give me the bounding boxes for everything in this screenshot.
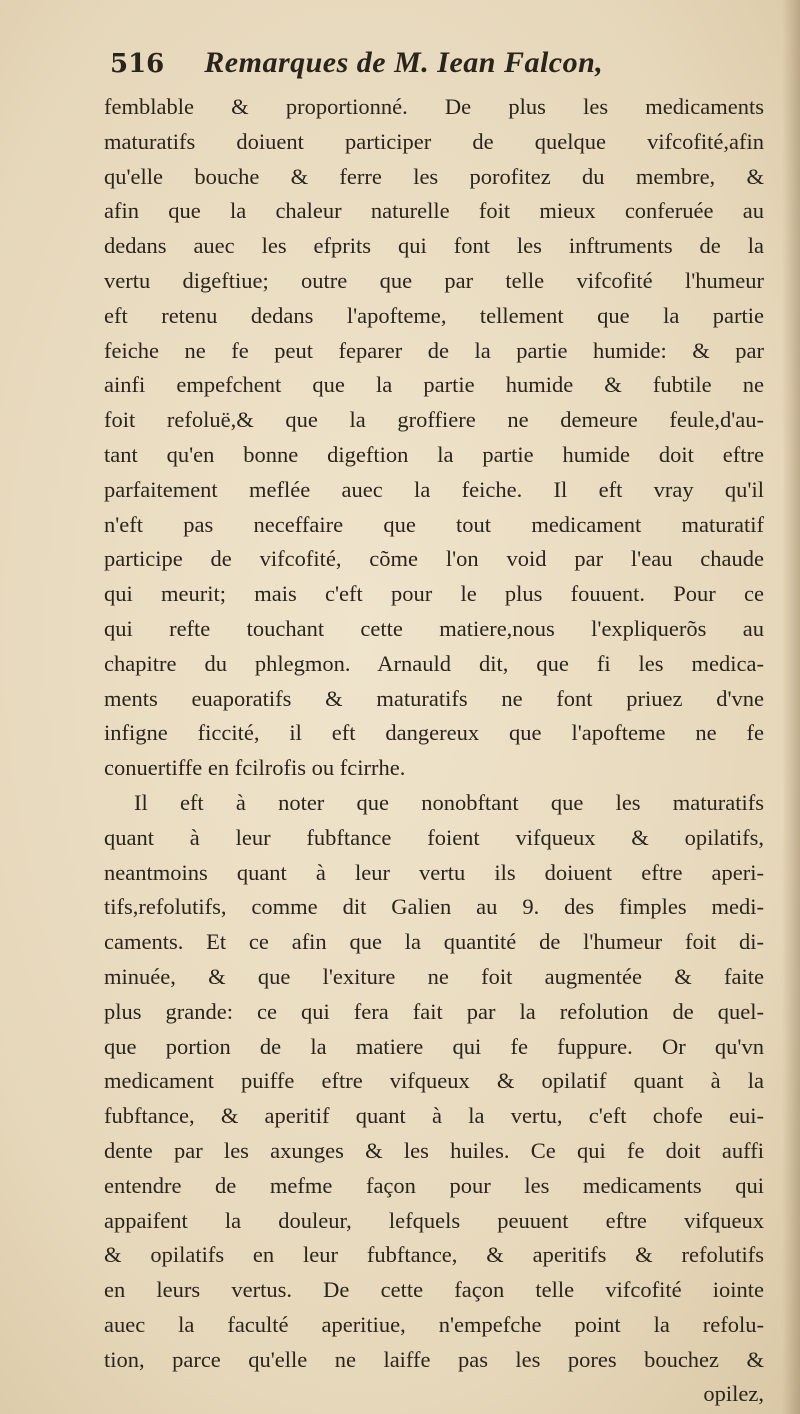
text-line: dedans auec les efprits qui font les inftruments de la [104, 233, 764, 259]
text-line: qui refte touchant cette matiere,nous l'expliquerõs au [104, 615, 764, 641]
text-line: chapitre du phlegmon. Arnauld dit, que fi les medica- [104, 650, 764, 676]
page-edge-shadow [782, 0, 800, 1414]
text-line: tifs,refolutifs, comme dit Galien au 9. des fimples medi- [104, 894, 764, 920]
text-line: infigne ficcité, il eft dangereux que l'apofteme ne fe [104, 720, 764, 746]
page-header [110, 46, 690, 92]
text-line: afin que la chaleur naturelle foit mieux conferuée au [104, 198, 764, 224]
text-line: qu'elle bouche & ferre les porofitez du membre, & [104, 163, 764, 189]
text-line: entendre de mefme façon pour les medicaments qui [104, 1172, 764, 1198]
text-line: medicament puiffe eftre vifqueux & opilatif quant à la [104, 1068, 764, 1094]
body-text [104, 90, 764, 1412]
text-line: minuée, & que l'exiture ne foit augmentée & faite [104, 963, 764, 989]
text-line: parfaitement meflée auec la feiche. Il eft vray qu'il [104, 476, 764, 502]
text-line: quant à leur fubftance foient vifqueux & opilatifs, [104, 824, 764, 850]
text-line: feiche ne fe peut feparer de la partie humide: & par [104, 337, 764, 363]
text-line: neantmoins quant à leur vertu ils doiuent eftre aperi- [104, 859, 764, 885]
text-line: conuertiffe en fcilrofis ou fcirrhe. [104, 755, 406, 781]
text-line: que portion de la matiere qui fe fuppure. Or qu'vn [104, 1033, 764, 1059]
text-line: caments. Et ce afin que la quantité de l'humeur foit di- [104, 929, 764, 955]
text-line: ainfi empefchent que la partie humide & fubtile ne [104, 372, 764, 398]
text-line: eft retenu dedans l'apofteme, tellement que la partie [104, 302, 764, 328]
text-line: fubftance, & aperitif quant à la vertu, c'eft chofe eui- [104, 1103, 764, 1129]
text-line: plus grande: ce qui fera fait par la refolution de quel- [104, 998, 764, 1024]
text-line: vertu digeftiue; outre que par telle vifcofité l'humeur [104, 267, 764, 293]
page-number: 516 [110, 49, 165, 79]
text-line: n'eft pas neceffaire que tout medicament maturatif [104, 511, 764, 537]
text-line: qui meurit; mais c'eft pour le plus fouuent. Pour ce [104, 581, 764, 607]
text-line: femblable & proportionné. De plus les medicaments [104, 94, 764, 119]
running-title: Remarques de M. Iean Falcon, [204, 46, 604, 79]
text-line: tion, parce qu'elle ne laiffe pas les pores bouchez & [104, 1346, 764, 1372]
catchword: opilez, [703, 1381, 764, 1407]
text-line: maturatifs doiuent participer de quelque vifcofité,afin [104, 128, 764, 154]
text-line: appaifent la douleur, lefquels peuuent eftre vifqueux [104, 1207, 764, 1233]
text-line: participe de vifcofité, cõme l'on void par l'eau chaude [104, 546, 764, 572]
text-line: ments euaporatifs & maturatifs ne font priuez d'vne [104, 685, 764, 711]
text-line: auec la faculté aperitiue, n'empefche point la refolu- [104, 1311, 764, 1337]
text-line: tant qu'en bonne digeftion la partie humide doit eftre [104, 441, 764, 467]
text-line: dente par les axunges & les huiles. Ce qui fe doit auffi [104, 1137, 764, 1163]
text-line: foit refoluë,& que la groffiere ne demeure feule,d'au- [104, 407, 764, 433]
text-line: & opilatifs en leur fubftance, & aperitifs & refolutifs [104, 1242, 764, 1268]
text-line: Il eft à noter que nonobftant que les maturatifs [134, 789, 764, 815]
text-line: en leurs vertus. De cette façon telle vifcofité iointe [104, 1277, 764, 1303]
